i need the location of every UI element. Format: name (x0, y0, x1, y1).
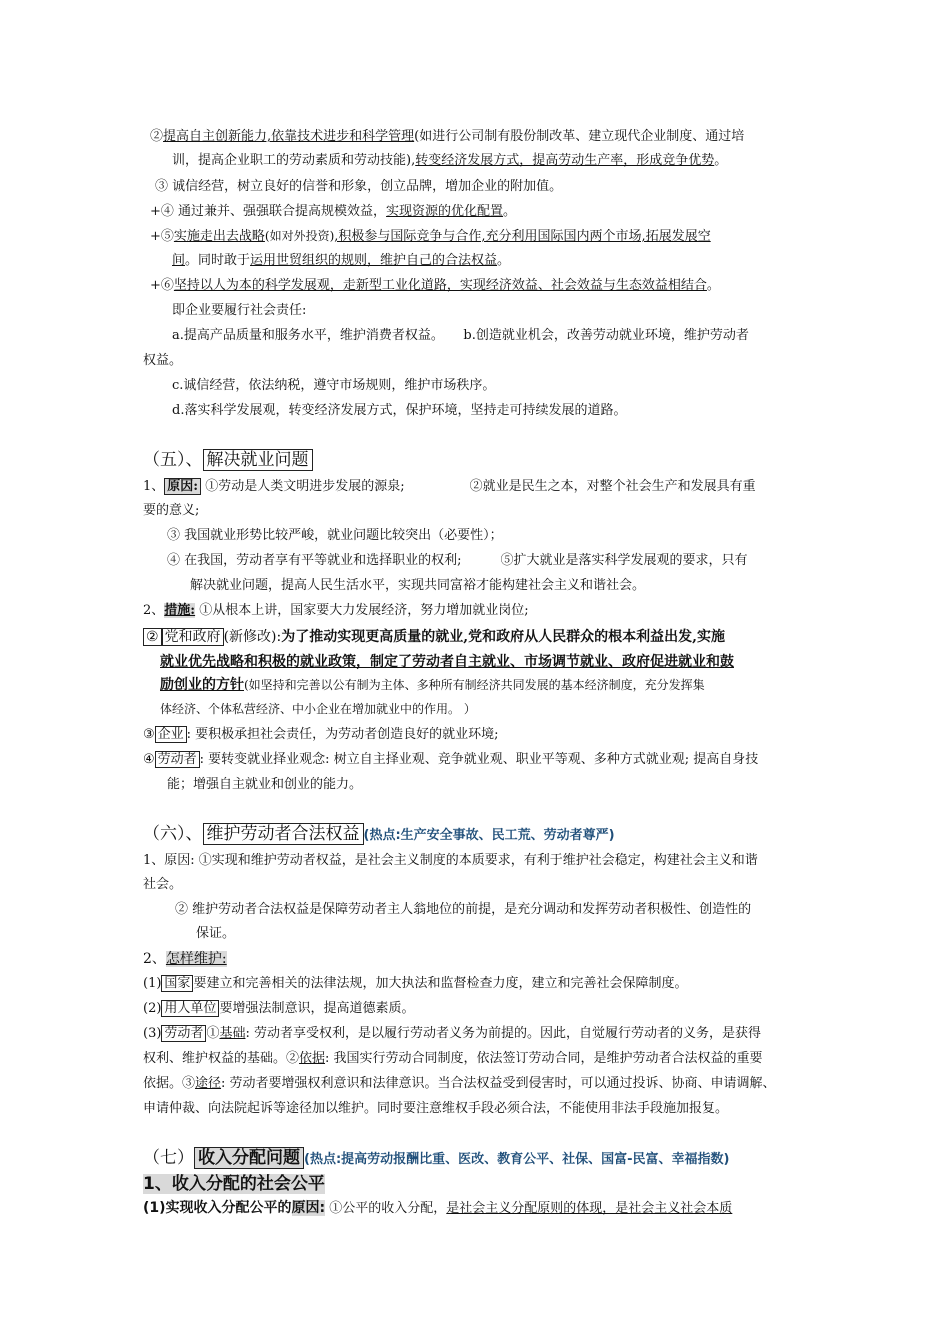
text: : 要积极承担社会责任，为劳动者创造良好的就业环境; (186, 727, 499, 742)
text-line (143, 1074, 776, 1093)
text-line: 要的意义; (143, 503, 200, 518)
hot-topics-note: (热点:生产安全事故、民工荒、劳动者尊严) (363, 828, 615, 843)
text-line (160, 652, 734, 672)
text: (如对外投资) (264, 229, 335, 243)
text: ①从根本上讲，国家要大力发展经济，努力增加就业岗位; (195, 603, 529, 618)
underlined-text: ,积极参与国际竞争与合作,充分利用国际国内两个市场,拓展发展空 (334, 229, 711, 244)
text: : 我国实行劳动合同制度，依法签订劳动合同，是维护劳动者合法权益的重要 (325, 1051, 763, 1066)
text: : 劳动者享受权利，是以履行劳动者义务为前提的。因此，自觉履行劳动者的义务，是获得 (245, 1026, 761, 1041)
text-line: 能；增强自主就业和创业的能力。 (167, 777, 363, 792)
underlined-text: 基础 (219, 1026, 246, 1041)
text-line (143, 750, 758, 769)
text-line (150, 202, 516, 221)
text: 。 (503, 204, 517, 219)
text: 2、 (143, 951, 166, 967)
text: 。 (497, 253, 511, 268)
text: ④ (143, 752, 155, 767)
bold-underlined-text: 励创业的方针 (160, 677, 244, 693)
text: ② (150, 129, 164, 144)
underlined-text: 运用世贸组织的规则，维护自己的合法权益 (250, 253, 498, 268)
text: (如进行公司制有股份制改革、建立现代企业制度、通过培 (414, 129, 745, 144)
text-line: ③ 诚信经营，树立良好的信誉和形象，创立品牌，增加企业的附加值。 (155, 179, 563, 194)
text-line (143, 999, 414, 1018)
text-line (143, 1024, 761, 1043)
hot-topics-note: (热点:提高劳动报酬比重、医改、教育公平、社保、国富-民富、幸福指数) (304, 1152, 730, 1167)
text-line (143, 1198, 732, 1219)
text-line (150, 276, 720, 295)
bold-text: 为了推动实现更高质量的就业,党和政府从人民群众的根本利益出发,实施 (281, 629, 725, 645)
text-line (143, 601, 529, 620)
boxed-label: 国家 (161, 975, 193, 992)
text-line (150, 127, 744, 146)
section-number: （六）、 (143, 824, 203, 844)
text-line: ③ 我国就业形势比较严峻，就业问题比较突出（必要性）； (167, 528, 503, 543)
text: ① (206, 1026, 220, 1041)
boxed-label: 劳动者 (155, 751, 200, 768)
boxed-label: 劳动者 (161, 1025, 206, 1042)
text-line (150, 227, 711, 246)
subsection-title: 1、收入分配的社会公平 (143, 1174, 325, 1194)
text-line: 解决就业问题，提高人民生活水平，实现共同富裕才能构建社会主义和谐社会。 (190, 578, 646, 593)
text: 要建立和完善相关的法律法规，加大执法和监督检查力度，建立和完善社会保障制度。 (193, 976, 688, 991)
text-line: ④ 在我国，劳动者享有平等就业和选择职业的权利; ⑤扩大就业是落实科学发展观的要求，只有 (167, 553, 748, 568)
section-heading-5 (143, 448, 313, 472)
underlined-text: 依据 (299, 1051, 326, 1066)
text-line (143, 477, 756, 496)
text-line (160, 676, 705, 695)
text: ①劳动是人类文明进步发展的源泉; ②就业是民生之本，对整个社会生产和发展具有重 (201, 479, 756, 494)
boxed-label: 企业 (155, 726, 187, 743)
text-line: d.落实科学发展观，转变经济发展方式，保护环境，坚持走可持续发展的道路。 (172, 403, 627, 418)
underlined-text: 转变经济发展方式，提高劳动生产率，形成竞争优势 (415, 153, 715, 168)
boxed-text: ② (143, 628, 162, 646)
underlined-text: 是社会主义分配原则的体现，是社会主义社会本质 (446, 1201, 733, 1216)
underlined-text: 提高自主创新能力,依靠技术进步和科学管理 (163, 129, 415, 144)
underlined-text: 坚持以人为本的科学发展观，走新型工业化道路，实现经济效益、社会效益与生态效益相结合 (173, 278, 707, 293)
text-line (172, 251, 510, 270)
text-line: 社会。 (143, 877, 183, 892)
underlined-text: 实现资源的优化配置 (386, 204, 504, 219)
text: : 要转变就业择业观念: 树立自主择业观、竞争就业观、职业平等观、多种方式就业观; 提高自身技 (199, 752, 759, 767)
boxed-label: 用人单位 (161, 1000, 219, 1017)
section-number: （五）、 (143, 450, 203, 470)
text-line (143, 627, 725, 647)
text: (2) (143, 1001, 162, 1016)
text-line (143, 725, 499, 744)
highlighted-label: 原因: (291, 1200, 326, 1216)
text-line: 即企业要履行社会责任: (172, 303, 307, 318)
text: 。 (714, 153, 728, 168)
underlined-text: 间 (172, 253, 186, 268)
text-line (143, 1049, 763, 1068)
boxed-label: 原因: (164, 478, 201, 495)
text-line: 保证。 (196, 926, 236, 941)
text: : 劳动者要增强权利意识和法律意识。当合法权益受到侵害时，可以通过投诉、协商、申请调解、 (221, 1076, 776, 1091)
text: +⑥ (150, 278, 174, 293)
text-line: ② 维护劳动者合法权益是保障劳动者主人翁地位的前提，是充分调动和发挥劳动者积极性、创造性的 (175, 902, 752, 917)
boxed-label: 党和政府 (162, 628, 224, 646)
text-line: 申请仲裁、向法院起诉等途径加以维护。同时要注意维权手段必须合法，不能使用非法手段施加报复。 (143, 1101, 729, 1116)
text-line (143, 950, 227, 969)
text: 2、 (143, 603, 165, 618)
highlighted-label: 怎样维护: (165, 951, 227, 967)
text: 训，提高企业职工的劳动素质和劳动技能), (172, 153, 416, 168)
small-text: (如坚持和完善以公有制为主体、多种所有制经济共同发展的基本经济制度，充分发挥集 (244, 678, 705, 692)
highlighted-label: 措施: (164, 603, 196, 618)
subsection-heading (143, 1172, 325, 1196)
text: ③ (143, 727, 155, 742)
text: +④ 通过兼并、强强联合提高规模效益， (150, 204, 387, 219)
underlined-text: 途径 (195, 1076, 222, 1091)
text: (新修改): (223, 629, 282, 645)
text-line: a.提高产品质量和服务水平，维护消费者权益。 b.创造就业机会，改善劳动就业环境，维护劳动者 (172, 328, 749, 343)
text: +⑤ (150, 229, 174, 244)
text-line: c.诚信经营，依法纳税，遵守市场规则，维护市场秩序。 (172, 378, 496, 393)
text: 。 (706, 278, 720, 293)
section-heading-6 (143, 822, 615, 848)
text-line (172, 151, 727, 170)
section-title: 解决就业问题 (203, 449, 313, 471)
text: 依据。③ (143, 1076, 196, 1091)
text-line (143, 974, 687, 993)
text: 权利、维护权益的基础。② (143, 1051, 300, 1066)
text: ①公平的收入分配， (325, 1201, 447, 1216)
text: 。同时敢于 (185, 253, 251, 268)
bold-underlined-text: 就业优先战略和积极的就业政策，制定了劳动者自主就业、市场调节就业、政府促进就业和鼓 (160, 654, 734, 670)
section-number: （七） (143, 1148, 194, 1168)
text: (3) (143, 1026, 162, 1041)
text: 要增强法制意识，提高道德素质。 (219, 1001, 415, 1016)
text: (1) (143, 976, 162, 991)
bold-text: (1)实现收入分配公平的 (143, 1200, 292, 1216)
section-title: 收入分配问题 (194, 1147, 304, 1169)
text-line: 1、原因: ①实现和维护劳动者权益，是社会主义制度的本质要求，有利于维护社会稳定，构建社会主义和谐 (143, 853, 758, 868)
underlined-text: 实施走出去战略 (173, 229, 265, 244)
section-title: 维护劳动者合法权益 (203, 823, 364, 845)
text-line: 权益。 (143, 353, 183, 368)
text-line: 体经济、个体私营经济、中小企业在增加就业中的作用。 ） (160, 702, 476, 716)
text: 1、 (143, 479, 165, 494)
section-heading-7 (143, 1146, 729, 1172)
